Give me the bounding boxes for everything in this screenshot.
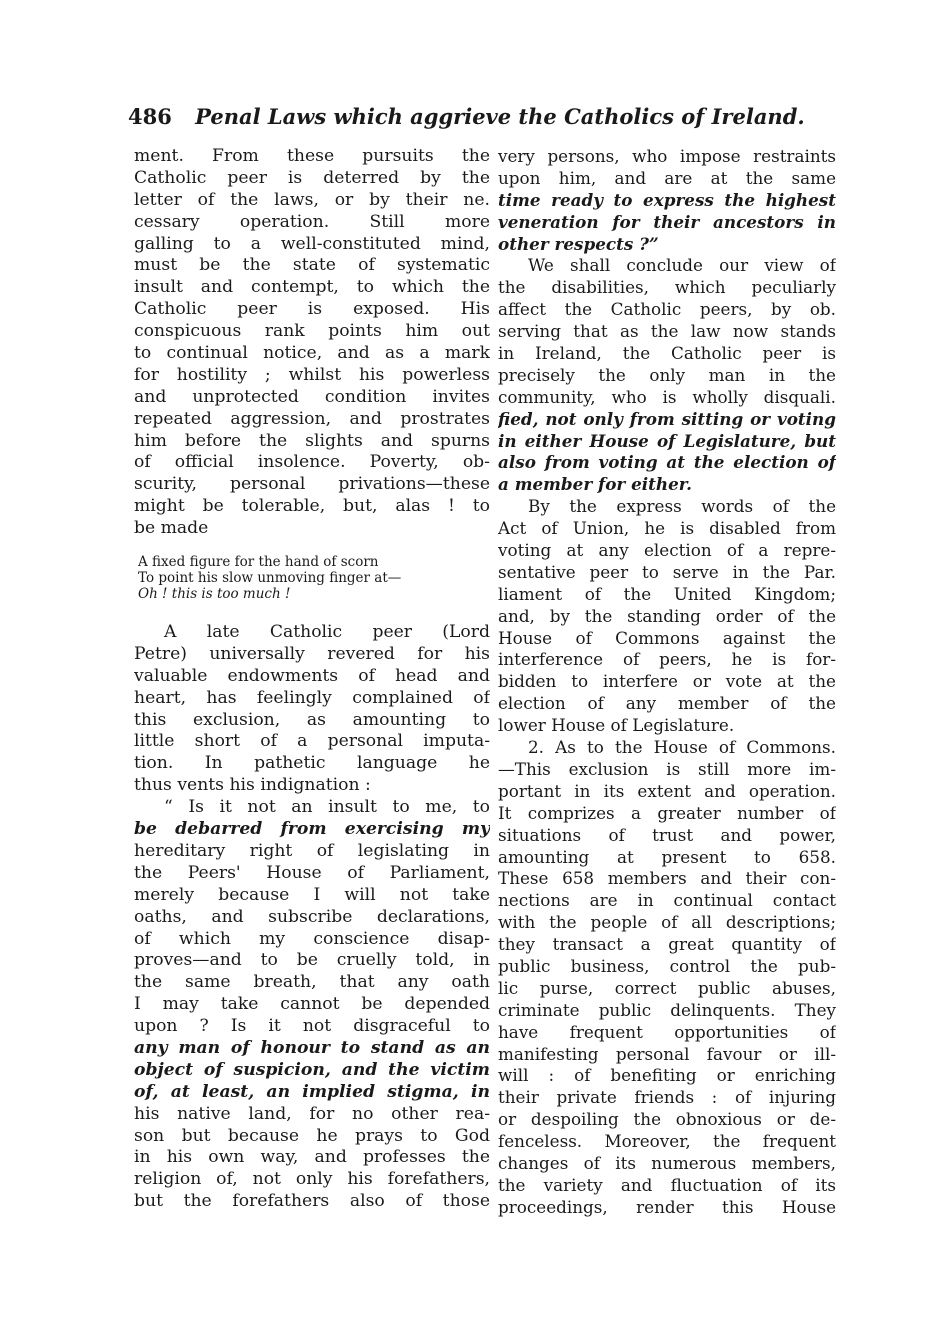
text-line: affect the Catholic peers, by ob.: [498, 299, 836, 320]
text-line: Catholic peer is deterred by the: [134, 167, 490, 188]
text-line: Catholic peer is exposed. His: [134, 299, 490, 320]
text-line: of official insolence. Poverty, ob-: [134, 452, 490, 473]
text-line: but the forefathers also of those: [134, 1191, 490, 1212]
text-line: proceedings, render this House: [498, 1196, 836, 1217]
verse-line: A fixed figure for the hand of scorn: [138, 554, 379, 571]
text-line: voting at any election of a repre-: [498, 540, 836, 561]
text-line: him before the slights and spurns: [134, 430, 490, 451]
verse-line: Oh ! this is too much !: [138, 586, 291, 603]
text-line: galling to a well-constituted mind,: [134, 233, 490, 254]
text-line: insult and contempt, to which the: [134, 277, 490, 298]
text-line: in either House of Legislature, but: [498, 430, 836, 451]
text-line: the same breath, that any oath: [134, 972, 490, 993]
text-line: veneration for their ancestors in: [498, 211, 836, 232]
right-paragraph-1: [498, 146, 836, 255]
text-line: 2. As to the House of Commons.: [528, 737, 836, 758]
text-line: upon him, and are at the same: [498, 167, 836, 188]
text-line: of which my conscience disap-: [134, 928, 490, 949]
text-line: community, who is wholly disquali.: [498, 386, 836, 407]
verse-quotation: [134, 554, 490, 602]
text-line: might be tolerable, but, alas ! to: [134, 496, 490, 517]
text-line: be made: [134, 518, 209, 539]
text-line: religion of, not only his forefathers,: [134, 1169, 490, 1190]
text-line: and unprotected condition invites: [134, 386, 490, 407]
text-line: little short of a personal imputa-: [134, 731, 490, 752]
text-line: criminate public delinquents. They: [498, 999, 836, 1020]
text-line: election of any member of the: [498, 693, 836, 714]
right-paragraph-4: [498, 737, 836, 1219]
text-line: I may take cannot be depended: [134, 994, 490, 1015]
text-line: letter of the laws, or by their ne.: [134, 189, 490, 210]
text-line: manifesting personal favour or ill-: [498, 1043, 836, 1064]
text-line: “ Is it not an insult to me, to: [164, 797, 490, 818]
text-line: A late Catholic peer (Lord: [164, 622, 490, 643]
text-line: upon ? Is it not disgraceful to: [134, 1016, 490, 1037]
text-line: be debarred from exercising my: [134, 819, 490, 840]
text-line: House of Commons against the: [498, 627, 836, 648]
text-line: of, at least, an implied stigma, in: [134, 1081, 490, 1102]
text-line: lic purse, correct public abuses,: [498, 977, 836, 998]
text-line: fenceless. Moreover, the frequent: [498, 1131, 836, 1152]
right-column: [498, 146, 836, 1219]
text-line: lower House of Legislature.: [498, 715, 735, 736]
text-line: a member for either.: [498, 474, 692, 495]
text-line: or despoiling the obnoxious or de-: [498, 1109, 836, 1130]
text-line: son but because he prays to God: [134, 1125, 490, 1146]
text-line: public business, control the pub-: [498, 955, 836, 976]
text-line: the variety and fluctuation of its: [498, 1174, 836, 1195]
left-column: [134, 146, 490, 1213]
text-line: valuable endowments of head and: [134, 665, 490, 686]
text-line: in his own way, and professes the: [134, 1147, 490, 1168]
text-line: repeated aggression, and prostrates: [134, 408, 490, 429]
text-line: any man of honour to stand as an: [134, 1037, 490, 1058]
text-line: oaths, and subscribe declarations,: [134, 906, 490, 927]
running-title: Penal Laws which aggrieve the Catholics of Ireland.: [195, 104, 805, 129]
text-line: These 658 members and their con-: [498, 868, 836, 889]
text-line: nections are in continual contact: [498, 890, 836, 911]
text-line: scurity, personal privations—these: [134, 474, 490, 495]
text-line: It comprizes a greater number of: [498, 802, 836, 823]
text-line: must be the state of systematic: [134, 255, 490, 276]
text-line: precisely the only man in the: [498, 364, 836, 385]
text-line: for hostility ; whilst his powerless: [134, 364, 490, 385]
text-line: bidden to interfere or vote at the: [498, 671, 836, 692]
text-line: portant in its extent and operation.: [498, 780, 836, 801]
text-line: with the people of all descriptions;: [498, 912, 836, 933]
text-line: hereditary right of legislating in: [134, 840, 490, 861]
text-line: heart, has feelingly complained of: [134, 687, 490, 708]
text-line: merely because I will not take: [134, 884, 490, 905]
text-line: liament of the United Kingdom;: [498, 583, 836, 604]
text-line: to continual notice, and as a mark: [134, 343, 490, 364]
page-number: 486: [128, 104, 172, 129]
text-line: his native land, for no other rea-: [134, 1103, 490, 1124]
right-paragraph-3: [498, 496, 836, 737]
text-line: Petre) universally revered for his: [134, 643, 490, 664]
text-line: the disabilities, which peculiarly: [498, 277, 836, 298]
text-line: amounting at present to 658.: [498, 846, 836, 867]
text-line: the Peers' House of Parliament,: [134, 862, 490, 883]
text-line: tion. In pathetic language he: [134, 753, 490, 774]
text-line: time ready to express the highest: [498, 189, 836, 210]
text-line: this exclusion, as amounting to: [134, 709, 490, 730]
text-line: interference of peers, he is for-: [498, 649, 836, 670]
text-line: serving that as the law now stands: [498, 321, 836, 342]
left-paragraph-2: [134, 622, 490, 797]
text-line: fied, not only from sitting or voting: [498, 408, 836, 429]
left-paragraph-1: [134, 146, 490, 540]
text-line: proves—and to be cruelly told, in: [134, 950, 490, 971]
text-line: in Ireland, the Catholic peer is: [498, 343, 836, 364]
petre-quotation: [134, 797, 490, 1213]
text-line: and, by the standing order of the: [498, 605, 836, 626]
text-line: Act of Union, he is disabled from: [498, 518, 836, 539]
text-line: also from voting at the election of: [498, 452, 836, 473]
text-line: By the express words of the: [528, 496, 836, 517]
running-header: [128, 104, 828, 138]
text-line: object of suspicion, and the victim: [134, 1059, 490, 1080]
text-line: very persons, who impose restraints: [498, 146, 836, 166]
verse-line: To point his slow unmoving finger at—: [138, 570, 402, 587]
text-line: other respects ?”: [498, 233, 659, 254]
text-line: they transact a great quantity of: [498, 934, 836, 955]
text-line: conspicuous rank points him out: [134, 321, 490, 342]
text-line: changes of its numerous members,: [498, 1152, 836, 1173]
text-line: ment. From these pursuits the: [134, 146, 490, 166]
text-line: have frequent opportunities of: [498, 1021, 836, 1042]
text-line: their private friends : of injuring: [498, 1087, 836, 1108]
text-line: —This exclusion is still more im-: [498, 758, 836, 779]
text-line: cessary operation. Still more: [134, 211, 490, 232]
text-line: We shall conclude our view of: [528, 255, 836, 276]
text-line: thus vents his indignation :: [134, 775, 371, 796]
text-line: will : of benefiting or enriching: [498, 1065, 836, 1086]
text-line: sentative peer to serve in the Par.: [498, 561, 836, 582]
text-line: situations of trust and power,: [498, 824, 836, 845]
right-paragraph-2: [498, 255, 836, 496]
